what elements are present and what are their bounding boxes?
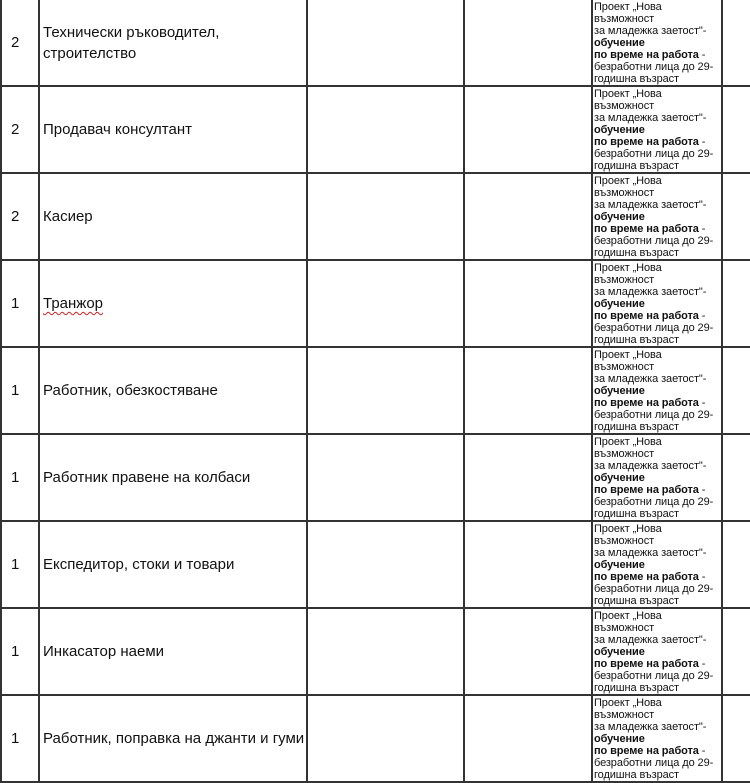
empty-cell xyxy=(464,347,592,434)
empty-cell xyxy=(722,521,750,608)
project-note-text: безработни лица до 29- xyxy=(594,670,714,682)
project-note-cell xyxy=(592,434,722,521)
project-note-text: безработни лица до 29- xyxy=(594,61,714,73)
project-note-emphasis: по време на работа xyxy=(594,571,699,583)
job-title-cell xyxy=(39,695,307,782)
project-note-cell xyxy=(592,608,722,695)
position-count: 2 xyxy=(11,121,20,138)
project-note-text: Проект „Нова възможност xyxy=(594,1,662,25)
project-note-cell xyxy=(592,521,722,608)
project-note-text: - xyxy=(698,223,706,235)
job-title-cell xyxy=(39,608,307,695)
project-note-text: Проект „Нова възможност xyxy=(594,175,662,199)
empty-cell xyxy=(464,695,592,782)
project-note-cell xyxy=(592,260,722,347)
project-note-emphasis: обучение xyxy=(594,298,645,310)
table-row xyxy=(1,347,750,434)
project-note-emphasis: обучение xyxy=(594,733,645,745)
project-note-emphasis: обучение xyxy=(594,211,645,223)
empty-cell xyxy=(307,86,464,173)
job-title-cell xyxy=(39,347,307,434)
empty-cell xyxy=(722,608,750,695)
position-count: 1 xyxy=(11,295,20,312)
project-note-text: безработни лица до 29- xyxy=(594,496,714,508)
empty-cell xyxy=(307,0,464,86)
project-note-text: безработни лица до 29- xyxy=(594,409,714,421)
position-count: 1 xyxy=(11,382,20,399)
job-title-continued: строителство xyxy=(43,44,137,62)
project-note-emphasis: по време на работа xyxy=(594,310,699,322)
empty-cell xyxy=(722,695,750,782)
project-note-text: годишна възраст xyxy=(594,160,679,172)
empty-cell xyxy=(722,434,750,521)
job-title: Транжор xyxy=(43,295,104,312)
table-row xyxy=(1,434,750,521)
position-count-cell xyxy=(1,0,39,86)
project-note-emphasis: по време на работа xyxy=(594,223,699,235)
project-note-text: Проект „Нова възможност xyxy=(594,610,662,634)
project-note-emphasis: по време на работа xyxy=(594,745,699,757)
position-count-cell xyxy=(1,86,39,173)
project-note-text: за младежка заетост"- xyxy=(594,286,707,298)
empty-cell xyxy=(307,260,464,347)
project-note-text: годишна възраст xyxy=(594,334,679,346)
empty-cell xyxy=(722,86,750,173)
project-note-text: безработни лица до 29- xyxy=(594,757,714,769)
project-note-text: - xyxy=(698,484,706,496)
project-note-text: за младежка заетост"- xyxy=(594,199,707,211)
project-note-text: годишна възраст xyxy=(594,769,679,781)
job-title: Продавач консултант xyxy=(43,121,193,138)
position-count-cell xyxy=(1,173,39,260)
project-note-emphasis: по време на работа xyxy=(594,658,699,670)
project-note-text: безработни лица до 29- xyxy=(594,322,714,334)
project-note-cell xyxy=(592,695,722,782)
empty-cell xyxy=(722,0,750,86)
job-title: Работник, обезкостяване xyxy=(43,382,218,399)
project-note-text: - xyxy=(698,658,706,670)
job-title-cell xyxy=(39,173,307,260)
project-note-cell xyxy=(592,173,722,260)
table-row xyxy=(1,0,750,86)
table-row xyxy=(1,260,750,347)
empty-cell xyxy=(464,608,592,695)
project-note-emphasis: обучение xyxy=(594,646,645,658)
job-title: Касиер xyxy=(43,208,93,225)
empty-cell xyxy=(464,86,592,173)
project-note-text: годишна възраст xyxy=(594,73,679,85)
empty-cell xyxy=(307,434,464,521)
job-title: Работник, поправка на джанти и гуми xyxy=(43,730,305,747)
empty-cell xyxy=(464,260,592,347)
project-note-text: за младежка заетост"- xyxy=(594,721,707,733)
position-count-cell xyxy=(1,608,39,695)
project-note-emphasis: обучение xyxy=(594,124,645,136)
project-note-text: за младежка заетост"- xyxy=(594,112,707,124)
empty-cell xyxy=(307,521,464,608)
project-note-text: - xyxy=(698,310,706,322)
empty-cell xyxy=(307,173,464,260)
project-note-text: - xyxy=(698,136,706,148)
project-note-text: Проект „Нова възможност xyxy=(594,523,662,547)
job-title: Работник правене на колбаси xyxy=(43,469,251,486)
job-title-cell xyxy=(39,521,307,608)
project-note-text: годишна възраст xyxy=(594,508,679,520)
project-note-text: годишна възраст xyxy=(594,682,679,694)
project-note-emphasis: обучение xyxy=(594,472,645,484)
table-row xyxy=(1,173,750,260)
job-title: Технически ръководител, xyxy=(43,23,220,41)
empty-cell xyxy=(307,695,464,782)
empty-cell xyxy=(722,173,750,260)
project-note-text: безработни лица до 29- xyxy=(594,235,714,247)
job-title-cell xyxy=(39,86,307,173)
empty-cell xyxy=(307,347,464,434)
project-note-text: годишна възраст xyxy=(594,247,679,259)
position-count-cell xyxy=(1,347,39,434)
empty-cell xyxy=(464,173,592,260)
position-count: 2 xyxy=(11,34,20,51)
empty-cell xyxy=(464,521,592,608)
project-note-text: за младежка заетост"- xyxy=(594,25,707,37)
project-note-text: - xyxy=(698,571,706,583)
job-title: Инкасатор наеми xyxy=(43,643,165,660)
project-note-text: безработни лица до 29- xyxy=(594,148,714,160)
position-count: 1 xyxy=(11,556,20,573)
project-note-text: безработни лица до 29- xyxy=(594,583,714,595)
project-note-text: за младежка заетост"- xyxy=(594,547,707,559)
project-note-emphasis: обучение xyxy=(594,37,645,49)
position-count: 2 xyxy=(11,208,20,225)
position-count-cell xyxy=(1,695,39,782)
job-title-cell xyxy=(39,260,307,347)
project-note-text: за младежка заетост"- xyxy=(594,373,707,385)
empty-cell xyxy=(464,434,592,521)
project-note-text: годишна възраст xyxy=(594,595,679,607)
project-note-emphasis: по време на работа xyxy=(594,397,699,409)
project-note-text: Проект „Нова възможност xyxy=(594,349,662,373)
project-note-emphasis: обучение xyxy=(594,385,645,397)
project-note-text: Проект „Нова възможност xyxy=(594,262,662,286)
project-note-text: Проект „Нова възможност xyxy=(594,88,662,112)
project-note-text: Проект „Нова възможност xyxy=(594,697,662,721)
project-note-text: - xyxy=(698,397,706,409)
job-title-cell xyxy=(39,434,307,521)
project-note-emphasis: обучение xyxy=(594,559,645,571)
project-note-text: за младежка заетост"- xyxy=(594,634,707,646)
project-note-cell xyxy=(592,86,722,173)
project-note-text: - xyxy=(698,49,706,61)
job-title: Експедитор, стоки и товари xyxy=(43,556,235,573)
empty-cell xyxy=(722,260,750,347)
position-count: 1 xyxy=(11,730,20,747)
project-note-text: за младежка заетост"- xyxy=(594,460,707,472)
empty-cell xyxy=(307,608,464,695)
project-note-emphasis: по време на работа xyxy=(594,484,699,496)
project-note-text: годишна възраст xyxy=(594,421,679,433)
position-count-cell xyxy=(1,434,39,521)
project-note-cell xyxy=(592,347,722,434)
project-note-text: - xyxy=(698,745,706,757)
table-row xyxy=(1,608,750,695)
project-note-cell xyxy=(592,0,722,86)
job-title-cell xyxy=(39,0,307,86)
position-count-cell xyxy=(1,260,39,347)
empty-cell xyxy=(464,0,592,86)
empty-cell xyxy=(722,347,750,434)
position-count-cell xyxy=(1,521,39,608)
project-note-emphasis: по време на работа xyxy=(594,136,699,148)
table-row xyxy=(1,86,750,173)
position-count: 1 xyxy=(11,643,20,660)
project-note-emphasis: по време на работа xyxy=(594,49,699,61)
project-note-text: Проект „Нова възможност xyxy=(594,436,662,460)
table-row xyxy=(1,521,750,608)
vacancies-table-body xyxy=(1,0,750,782)
position-count: 1 xyxy=(11,469,20,486)
table-row xyxy=(1,695,750,782)
